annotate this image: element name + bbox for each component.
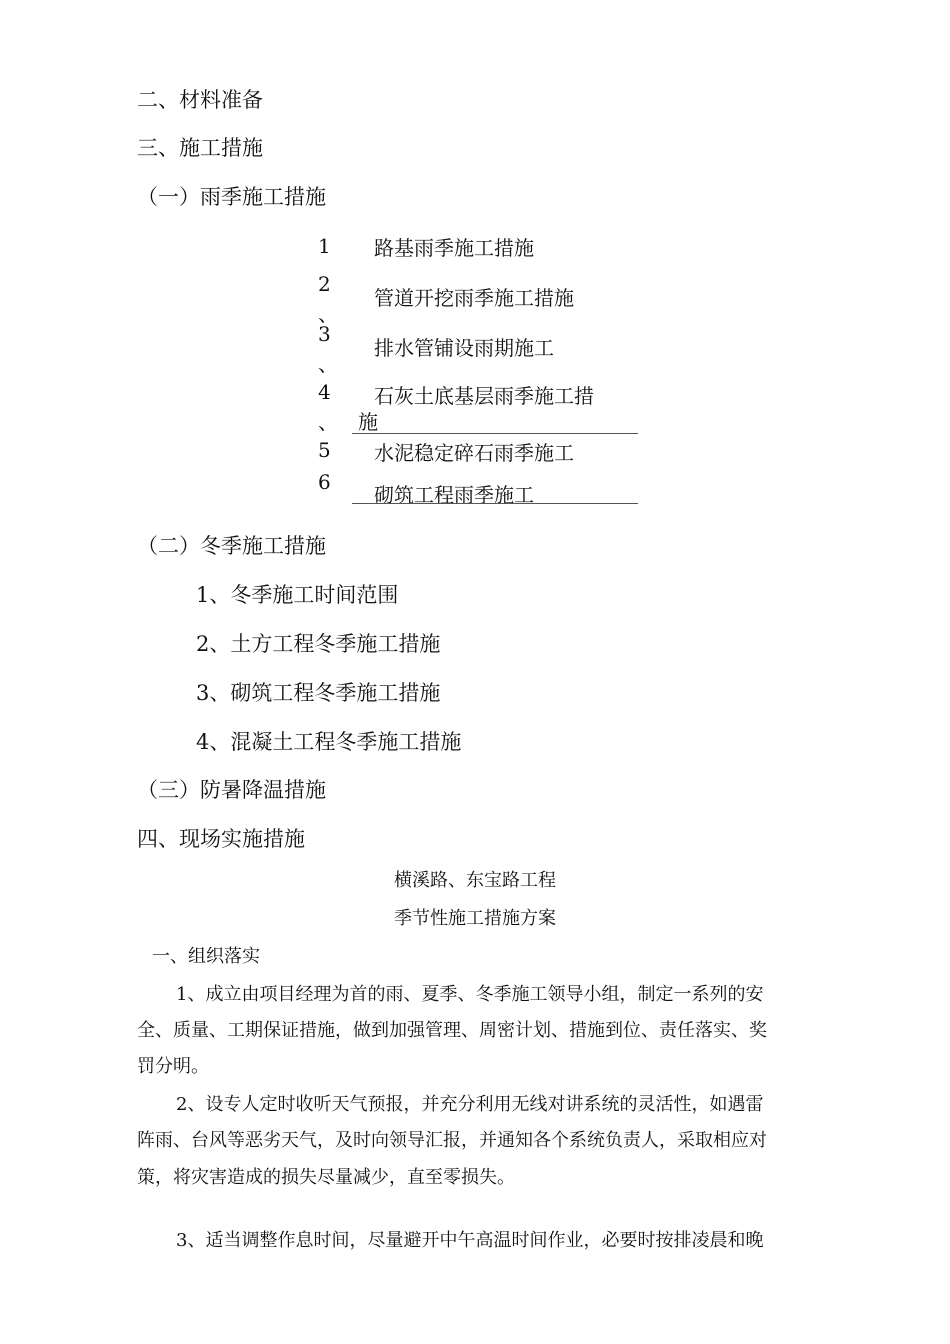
outline-subsection-rain: （一）雨季施工措施 bbox=[137, 185, 326, 209]
rain-item-mark: 、 bbox=[318, 352, 338, 376]
rain-item-text: 砌筑工程雨季施工 bbox=[374, 483, 534, 507]
paragraph-line: 罚分明。 bbox=[137, 1056, 209, 1077]
doc-title-line1: 横溪路、东宝路工程 bbox=[394, 870, 556, 891]
rain-item-mark: 、 bbox=[318, 302, 338, 326]
outline-subsection-winter: （二）冬季施工措施 bbox=[137, 534, 326, 558]
paragraph-line: 策，将灾害造成的损失尽量减少，直至零损失。 bbox=[137, 1167, 515, 1188]
rain-item-text: 水泥稳定碎石雨季施工 bbox=[374, 441, 574, 465]
outline-section-2: 二、材料准备 bbox=[137, 88, 263, 112]
outline-subsection-heat: （三）防暑降温措施 bbox=[137, 778, 326, 802]
winter-item: 2、土方工程冬季施工措施 bbox=[196, 632, 441, 656]
outline-section-3: 三、施工措施 bbox=[137, 136, 263, 160]
rain-item-text: 管道开挖雨季施工措施 bbox=[374, 286, 574, 310]
rain-item-text: 石灰土底基层雨季施工措 bbox=[374, 384, 594, 408]
paragraph-line: 3、适当调整作息时间，尽量避开中午高温时间作业，必要时按排凌晨和晚 bbox=[176, 1230, 764, 1251]
rain-item-text: 路基雨季施工措施 bbox=[374, 236, 534, 260]
rain-item-num: 3 bbox=[318, 322, 331, 346]
rain-item-text-cont: 施 bbox=[358, 410, 378, 434]
paragraph-line: 2、设专人定时收听天气预报，并充分利用无线对讲系统的灵活性，如遇雷 bbox=[176, 1094, 764, 1115]
winter-item: 4、混凝土工程冬季施工措施 bbox=[196, 730, 462, 754]
outline-section-4: 四、现场实施措施 bbox=[137, 827, 305, 851]
paragraph-line: 全、质量、工期保证措施，做到加强管理、周密计划、措施到位、责任落实、奖 bbox=[137, 1020, 767, 1041]
rain-item-mark: 、 bbox=[318, 410, 338, 434]
winter-item: 3、砌筑工程冬季施工措施 bbox=[196, 681, 441, 705]
doc-section-heading: 一、组织落实 bbox=[152, 946, 260, 967]
rain-item-num: 5 bbox=[318, 438, 331, 462]
doc-title-line2: 季节性施工措施方案 bbox=[394, 908, 556, 929]
rain-item-num: 1 bbox=[318, 234, 331, 258]
rain-item-num: 4 bbox=[318, 380, 331, 404]
table-rule bbox=[352, 503, 638, 504]
rain-item-text: 排水管铺设雨期施工 bbox=[374, 336, 554, 360]
winter-item: 1、冬季施工时间范围 bbox=[196, 583, 399, 607]
paragraph-line: 阵雨、台风等恶劣天气，及时向领导汇报，并通知各个系统负责人，采取相应对 bbox=[137, 1130, 767, 1151]
paragraph-line: 1、成立由项目经理为首的雨、夏季、冬季施工领导小组，制定一系列的安 bbox=[176, 984, 764, 1005]
rain-item-num: 6 bbox=[318, 470, 331, 494]
rain-item-num: 2 bbox=[318, 272, 331, 296]
table-rule bbox=[352, 433, 638, 434]
